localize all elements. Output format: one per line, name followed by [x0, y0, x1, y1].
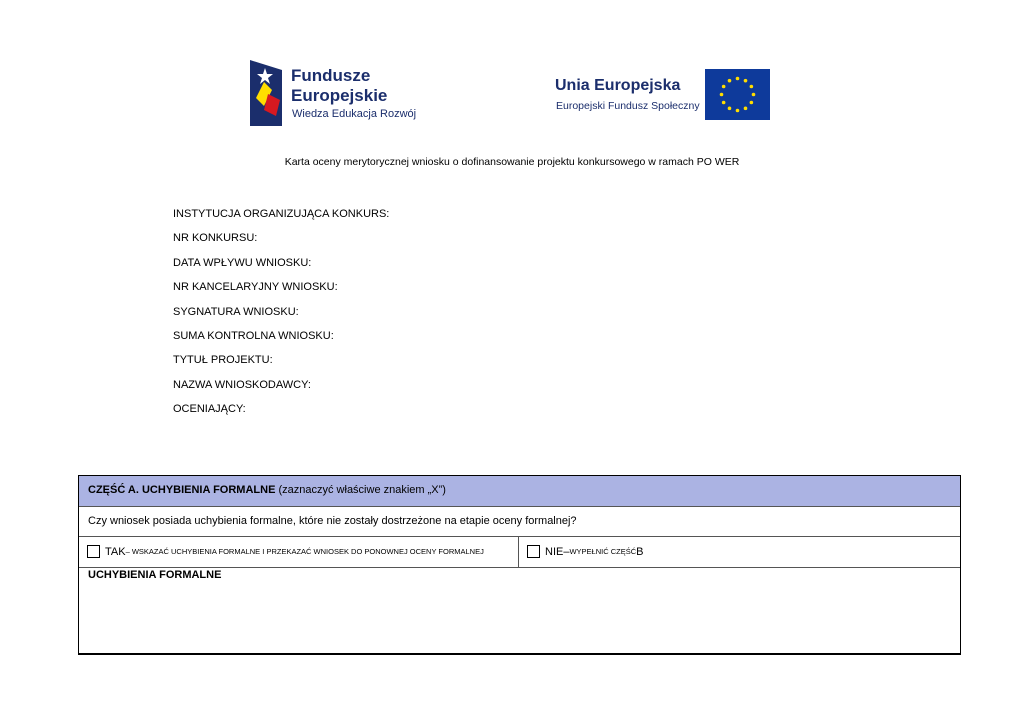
eu-star-icon: [752, 93, 756, 97]
eu-star-icon: [744, 107, 748, 111]
no-label: NIE: [545, 545, 564, 558]
formal-defects-label-text: UCHYBIENIA FORMALNE: [88, 569, 222, 581]
field-applicant-name: NAZWA WNIOSKODAWCY:: [173, 378, 311, 391]
yes-checkbox[interactable]: [87, 545, 100, 558]
formal-defects-area[interactable]: [79, 568, 960, 653]
eu-star-icon: [736, 77, 740, 81]
no-note-dash: –: [563, 545, 570, 558]
fe-logo-line2: Europejskie: [291, 86, 388, 105]
no-note-end: B: [636, 545, 644, 558]
option-yes[interactable]: [87, 545, 484, 558]
section-a-header: [79, 476, 960, 507]
field-office-number: NR KANCELARYJNY WNIOSKU:: [173, 281, 338, 294]
eu-star-icon: [728, 79, 732, 83]
eu-star-icon: [728, 107, 732, 111]
ue-logo-title: Unia Europejska: [555, 77, 681, 94]
option-yes-cell: [79, 537, 519, 567]
eu-star-icon: [720, 93, 724, 97]
document-title: Karta oceny merytorycznej wniosku o dofinansowanie projektu konkursowego w ramach PO WER: [284, 156, 740, 168]
eu-star-icon: [750, 101, 754, 105]
field-institution: INSTYTUCJA ORGANIZUJĄCA KONKURS:: [173, 208, 390, 220]
fe-logo-subtitle: Wiedza Edukacja Rozwój: [292, 108, 417, 120]
section-a-header-text: [88, 484, 446, 496]
fe-logo-line1: Fundusze: [291, 66, 371, 85]
yes-note: – WSKAZAĆ UCHYBIENIA FORMALNE I PRZEKAZAĆ WNIOSEK DO PONOWNEJ OCENY FORMALNEJ: [125, 547, 484, 556]
metadata-fields: [173, 207, 389, 427]
section-a-title: CZĘŚĆ A. UCHYBIENIA FORMALNE: [88, 484, 276, 496]
field-application-signature: SYGNATURA WNIOSKU:: [173, 305, 299, 318]
no-checkbox[interactable]: [527, 545, 540, 558]
eu-star-icon: [750, 85, 754, 89]
eu-star-icon: [722, 85, 726, 89]
formal-defects-label: [88, 569, 221, 581]
field-contest-number: NR KONKURSU:: [173, 232, 258, 245]
ue-logo-subtitle: Europejski Fundusz Społeczny: [556, 100, 700, 112]
unia-europejska-logo: [555, 69, 775, 121]
section-a-options-row: [79, 537, 960, 568]
yes-label: TAK: [105, 545, 126, 558]
eu-star-icon: [736, 109, 740, 113]
fundusze-europejskie-logo: [250, 60, 420, 126]
field-project-title: TYTUŁ PROJEKTU:: [173, 354, 273, 367]
eu-star-icon: [744, 79, 748, 83]
section-a-instruction: (zaznaczyć właściwe znakiem „X”): [275, 484, 446, 496]
field-evaluator: OCENIAJĄCY:: [173, 403, 246, 416]
option-no[interactable]: [527, 545, 644, 558]
fe-logo-name: [291, 66, 387, 106]
eu-flag-icon: [705, 69, 770, 120]
fe-star-logo-icon: [250, 60, 282, 126]
section-a-question: Czy wniosek posiada uchybienia formalne, które nie zostały dostrzeżone na etapie oceny formalnej?: [88, 515, 577, 527]
field-checksum: SUMA KONTROLNA WNIOSKU:: [173, 329, 334, 342]
section-a-table: [78, 475, 961, 655]
no-note: WYPEŁNIĆ CZĘŚĆ: [569, 547, 637, 556]
section-a-question-row: [79, 507, 960, 537]
eu-star-icon: [722, 101, 726, 105]
option-no-cell: [519, 537, 960, 567]
field-receipt-date: DATA WPŁYWU WNIOSKU:: [173, 256, 312, 269]
